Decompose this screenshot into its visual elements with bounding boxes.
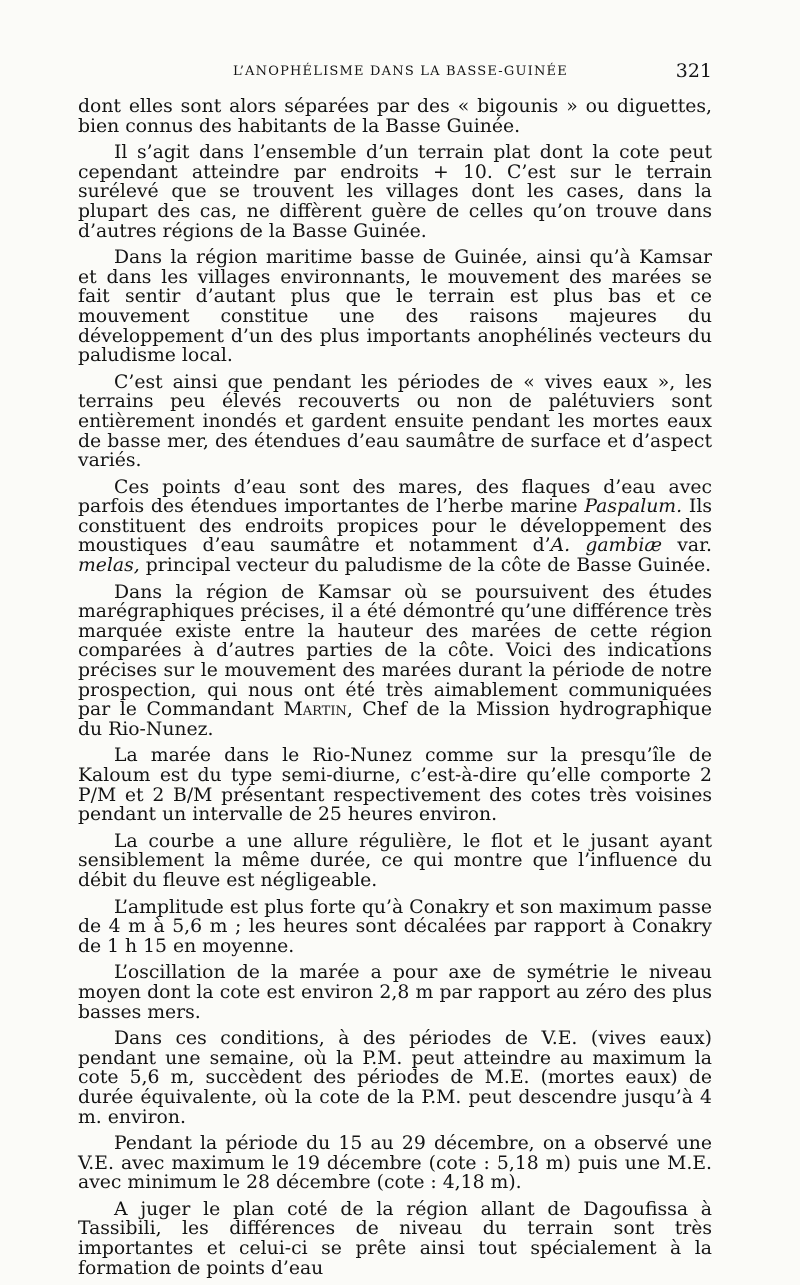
text-run: principal vecteur du paludisme de la côte de Basse Guinée. xyxy=(139,555,712,577)
italic-term: Paspalum. xyxy=(584,496,683,518)
paragraph: Dans ces conditions, à des périodes de V.E. (vives eaux) pendant une semaine, où la P.M. peut atteindre au maximum la cote 5,6 m, succèdent des périodes de M.E. (mortes eaux) de durée équivalente, où la cote de la P.M. peut descendre jusqu’à 4 m. environ. xyxy=(78,1028,712,1128)
paragraph xyxy=(78,583,712,740)
text-run: Dans la région de Kamsar où se poursuivent des études marégraphiques précises, il a été démontré qu’une différence très marquée existe entre la hauteur des marées de cette région comparées à d’autres parties de la côte. Voici des indications précises sur le mouvement des marées durant la période de notre prospection, qui nous ont été très aimablement communiquées par le Commandant xyxy=(78,581,712,721)
paragraph: Il s’agit dans l’ensemble d’un terrain plat dont la cote peut cependant atteindre par endroits + 10. C’est sur le terrain surélevé que se trouvent les villages dont les cases, dans la plupart des cas, ne diffèrent guère de celles qu’on trouve dans d’autres régions de la Basse Guinée. xyxy=(78,142,712,242)
italic-term: A. gambiæ xyxy=(550,535,663,557)
italic-term: melas, xyxy=(78,555,140,577)
text-run: var. xyxy=(662,535,712,557)
running-header xyxy=(78,60,712,86)
person-name: Martin xyxy=(283,699,347,721)
paragraph: Dans la région maritime basse de Guinée, ainsi qu’à Kamsar et dans les villages environnants, le mouvement des marées se fait sentir d’autant plus que le terrain est plus bas et ce mouvement constitue une des raisons majeures du développement d’un des plus importants anophélinés vecteurs du paludisme local. xyxy=(78,247,712,367)
text-run: , Chef de la Mission hydrographique du Rio-Nunez. xyxy=(78,699,712,740)
paragraph: La marée dans le Rio-Nunez comme sur la presqu’île de Kaloum est du type semi-diurne, c’est-à-dire qu’elle comporte 2 P/M et 2 B/M présentant respectivement des cotes très voisines pendant un intervalle de 25 heures environ. xyxy=(78,745,712,826)
body-text xyxy=(78,97,712,1285)
running-title: L’ANOPHÉLISME DANS LA BASSE-GUINÉE xyxy=(233,64,568,79)
paragraph: C’est ainsi que pendant les périodes de « vives eaux », les terrains peu élevés recouverts ou non de palétuviers sont entièrement inondés et gardent ensuite pendant les mortes eaux de basse mer, des étendues d’eau saumâtre de surface et d’aspect variés. xyxy=(78,371,712,472)
text-run: Ils constituent des endroits propices pour le développement des moustiques d’eau saumâtre et notamment d’ xyxy=(78,496,712,557)
paragraph: La courbe a une allure régulière, le flot et le jusant ayant sensiblement la même durée, ce qui montre que l’influence du débit du fleuve est négligeable. xyxy=(78,830,712,891)
paragraph: A juger le plan coté de la région allant de Dagoufissa à Tassibili, les différences de niveau du terrain sont très importantes et celui-ci se prête ainsi tout spécialement à la formation de points d’eau xyxy=(78,1198,712,1279)
paragraph: Pendant la période du 15 au 29 décembre, on a observé une V.E. avec maximum le 19 décembre (cote : 5,18 m) puis une M.E. avec minimum le 28 décembre (cote : 4,18 m). xyxy=(78,1133,712,1194)
text-run: Ces points d’eau sont des mares, des flaques d’eau avec parfois des étendues importantes de l’herbe marine xyxy=(78,476,712,518)
paragraph: L’oscillation de la marée a pour axe de symétrie le niveau moyen dont la cote est environ 2,8 m par rapport au zéro des plus basses mers. xyxy=(78,962,712,1023)
page-number: 321 xyxy=(675,60,712,82)
paragraph: dont elles sont alors séparées par des « bigounis » ou diguettes, bien connus des habitants de la Basse Guinée. xyxy=(78,96,712,137)
paragraph xyxy=(78,478,712,576)
paragraph: L’amplitude est plus forte qu’à Conakry et son maximum passe de 4 m à 5,6 m ; les heures sont décalées par rapport à Conakry de 1 h 15 en moyenne. xyxy=(78,896,712,957)
